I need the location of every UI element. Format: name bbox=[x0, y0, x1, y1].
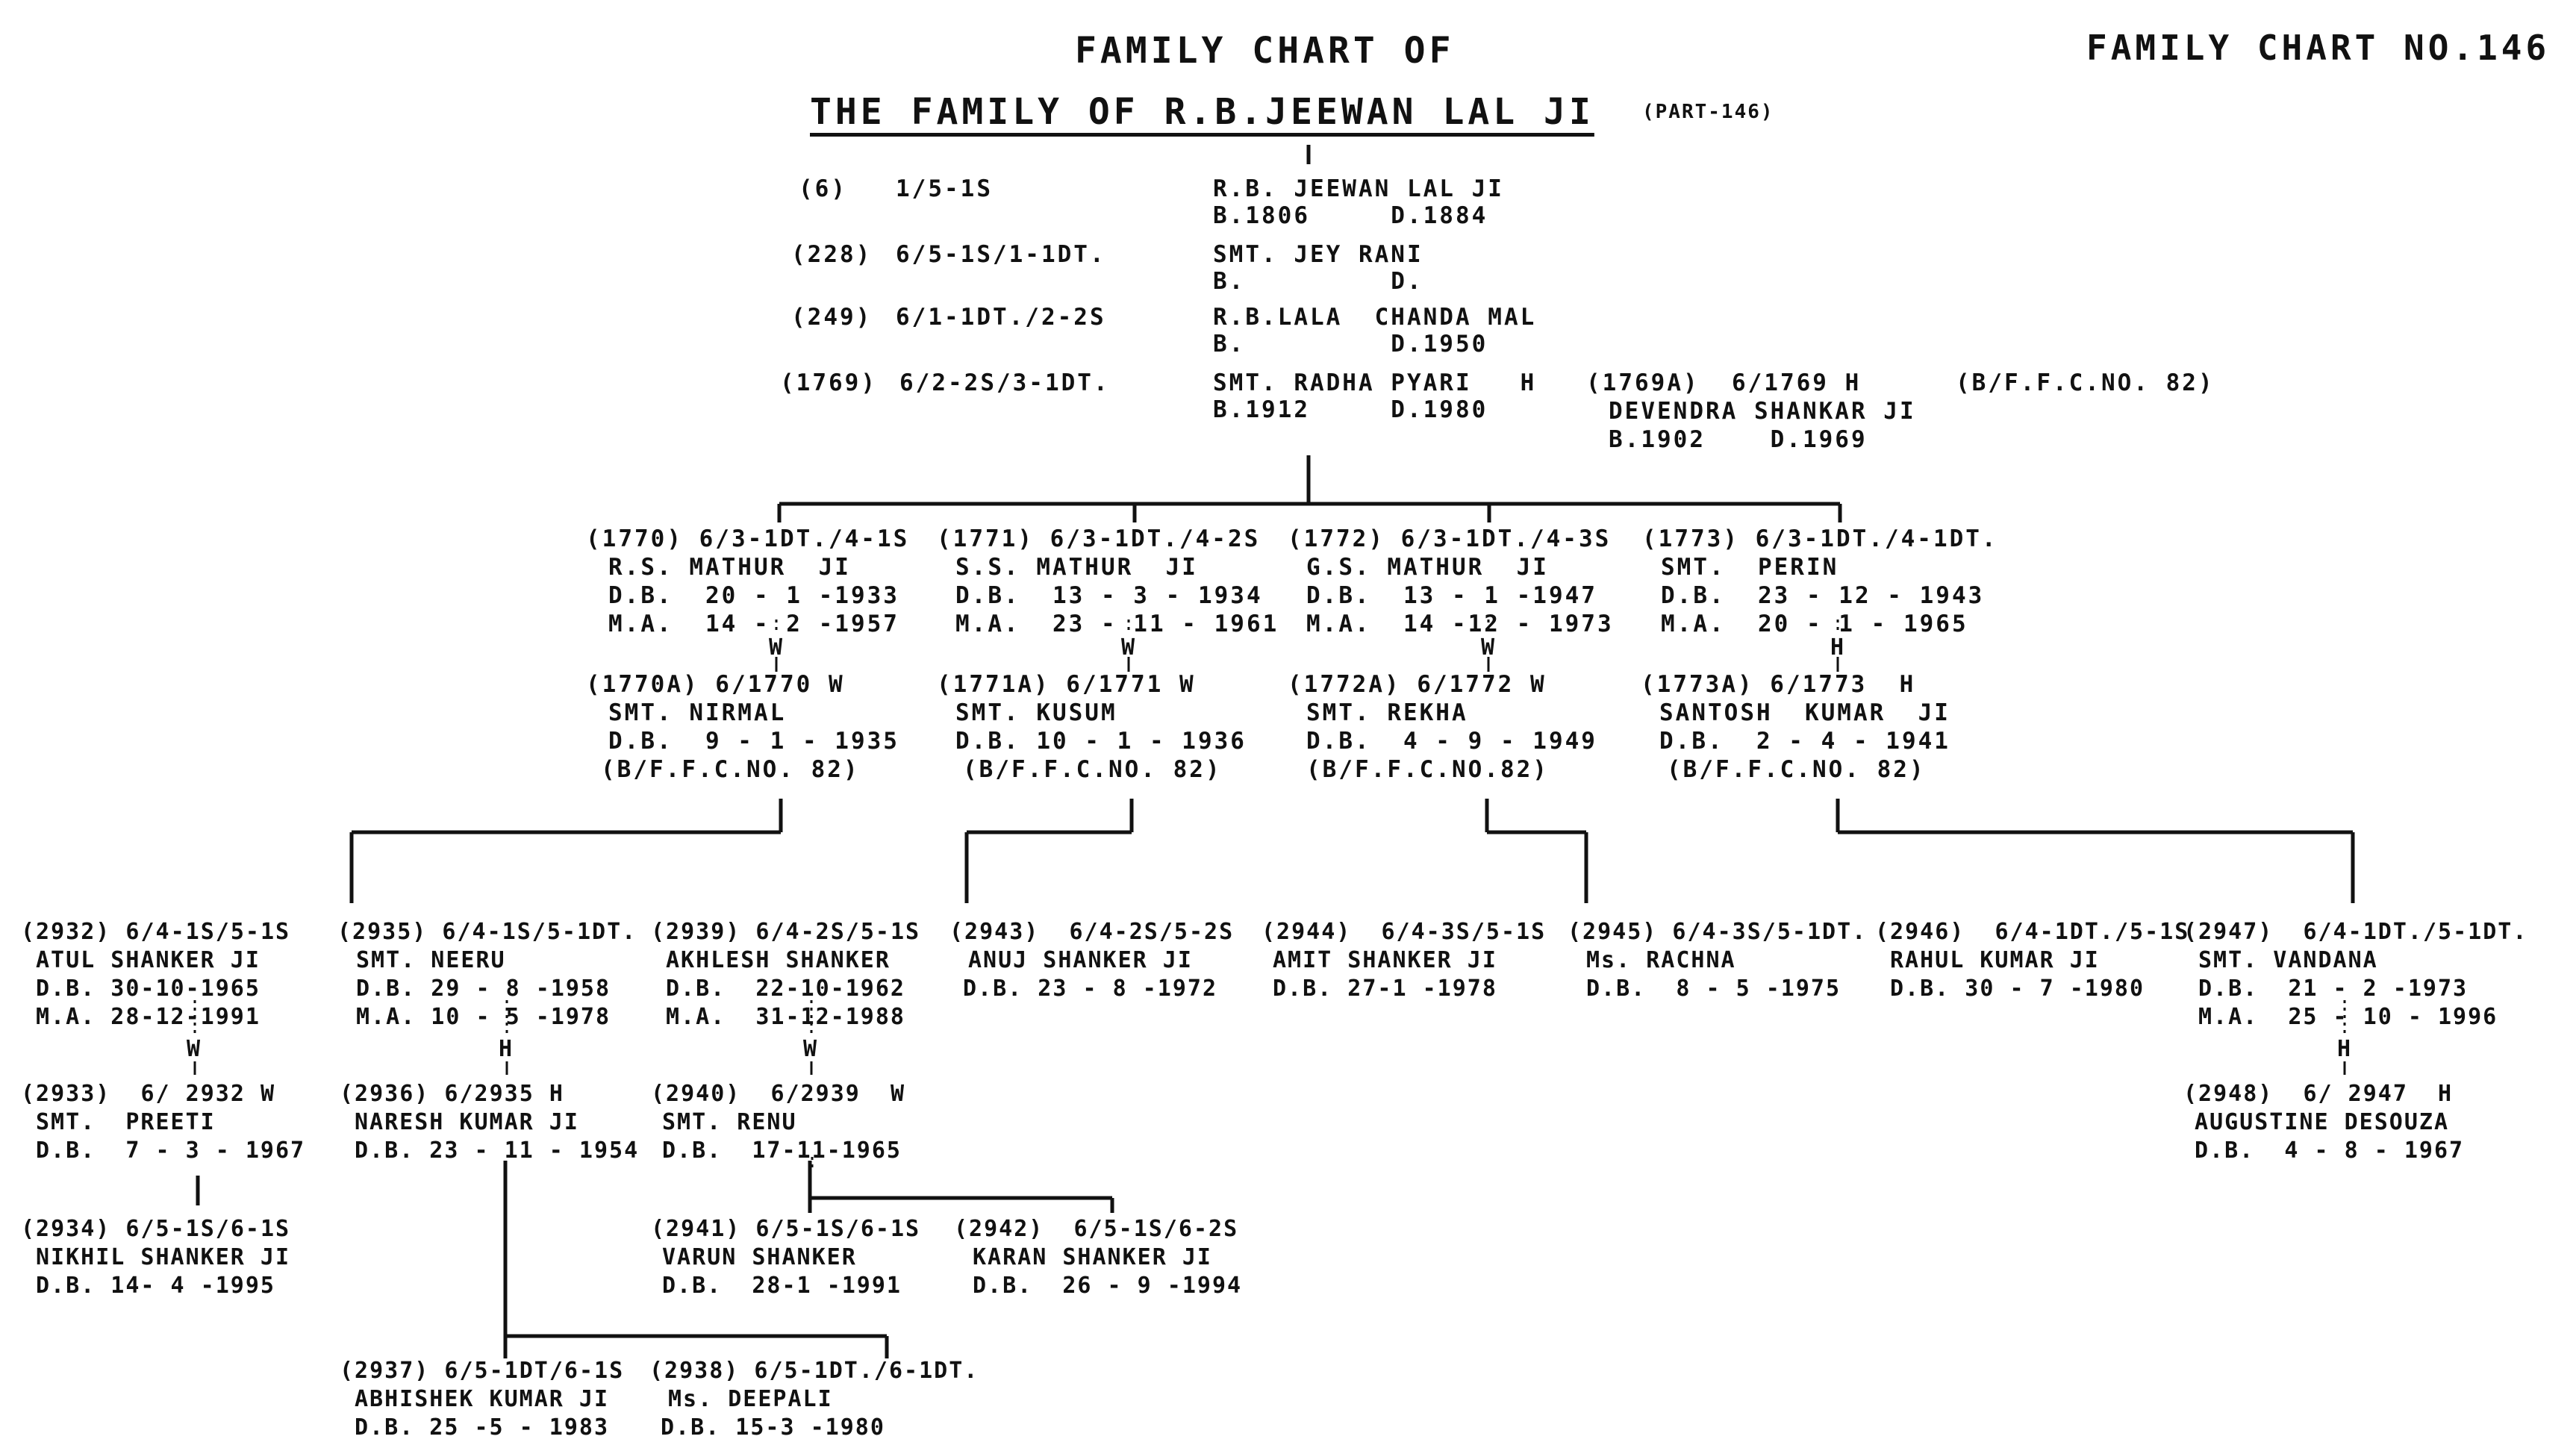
birth-date: D.B. 30-10-1965 bbox=[36, 976, 261, 1002]
part-label: (PART-146) bbox=[1642, 101, 1774, 123]
birth-date: D.B. 4 - 8 - 1967 bbox=[2195, 1138, 2465, 1164]
chart-title: FAMILY CHART OF bbox=[1075, 30, 1455, 72]
person-name: SANTOSH KUMAR JI bbox=[1659, 699, 1950, 726]
relation-mark: H bbox=[2337, 1036, 2351, 1062]
person-2942 bbox=[954, 1215, 1242, 1300]
birth-date: D.B. 7 - 3 - 1967 bbox=[36, 1138, 306, 1164]
person-name: SMT. NEERU bbox=[356, 947, 506, 973]
birth-date: D.B. 9 - 1 - 1935 bbox=[608, 728, 899, 755]
person-2936 bbox=[340, 1080, 639, 1165]
person-2932 bbox=[21, 918, 290, 1032]
person-id: (1770A) 6/1770 W bbox=[586, 671, 845, 698]
person-name: SMT. PREETI bbox=[36, 1109, 216, 1135]
spouse-1770a bbox=[586, 670, 899, 784]
birth-date: D.B. 17-11-1965 bbox=[662, 1138, 902, 1164]
ancestor-code: 6/2-2S/3-1DT. bbox=[899, 369, 1110, 396]
birth-date: D.B. 25 -5 - 1983 bbox=[355, 1414, 610, 1441]
person-2935 bbox=[337, 918, 637, 1032]
birth-date: D.B. 28-1 -1991 bbox=[662, 1273, 902, 1299]
person-id: (2948) 6/ 2947 H bbox=[2183, 1081, 2454, 1107]
ancestor-name: R.B.LALA CHANDA MAL bbox=[1213, 304, 1537, 331]
person-name: ATUL SHANKER JI bbox=[36, 947, 261, 973]
person-2947 bbox=[2183, 918, 2527, 1032]
spouse-1772a bbox=[1288, 670, 1597, 784]
person-id: (2934) 6/5-1S/6-1S bbox=[21, 1216, 291, 1242]
marriage-date: M.A. 14 -12 - 1973 bbox=[1306, 611, 1614, 637]
ancestor-code: 6/1-1DT./2-2S bbox=[896, 304, 1106, 331]
person-id: (2935) 6/4-1S/5-1DT. bbox=[337, 919, 637, 945]
person-name: AUGUSTINE DESOUZA bbox=[2195, 1109, 2450, 1135]
ancestor-id: (1769) bbox=[780, 369, 877, 396]
person-name: VARUN SHANKER bbox=[662, 1244, 857, 1270]
relation-mark: W bbox=[1121, 634, 1135, 661]
reference: (B/F.F.C.NO. 82) bbox=[963, 756, 1222, 783]
person-2943 bbox=[949, 918, 1234, 1003]
person-id: (1773) 6/3-1DT./4-1DT. bbox=[1642, 525, 1998, 552]
birth-date: D.B. 13 - 1 -1947 bbox=[1306, 582, 1597, 609]
person-2945 bbox=[1568, 918, 1867, 1003]
person-1773 bbox=[1642, 525, 1998, 638]
person-2940 bbox=[651, 1080, 905, 1165]
birth-date: D.B. 2 - 4 - 1941 bbox=[1659, 728, 1950, 755]
person-id: (2937) 6/5-1DT/6-1S bbox=[340, 1358, 625, 1384]
person-1772 bbox=[1288, 525, 1614, 638]
spouse-name: DEVENDRA SHANKAR JI bbox=[1609, 398, 1916, 425]
ref-note: (B/F.F.C.NO. 82) bbox=[1956, 369, 2215, 396]
person-id: (1771A) 6/1771 W bbox=[937, 671, 1196, 698]
marriage-date: M.A. 10 - 5 -1978 bbox=[356, 1004, 611, 1030]
person-name: SMT. KUSUM bbox=[955, 699, 1117, 726]
person-2948 bbox=[2183, 1080, 2464, 1165]
person-id: (1770) 6/3-1DT./4-1S bbox=[586, 525, 910, 552]
person-name: NIKHIL SHANKER JI bbox=[36, 1244, 291, 1270]
person-name: SMT. PERIN bbox=[1661, 554, 1839, 581]
person-2944 bbox=[1262, 918, 1546, 1003]
person-id: (2939) 6/4-2S/5-1S bbox=[651, 919, 921, 945]
person-2933 bbox=[21, 1080, 305, 1165]
birth-date: D.B. 10 - 1 - 1936 bbox=[955, 728, 1247, 755]
relation-mark: W bbox=[803, 1036, 817, 1062]
ancestor-dates: B. D. bbox=[1213, 268, 1423, 295]
ancestor-name: R.B. JEEWAN LAL JI bbox=[1213, 175, 1504, 202]
person-id: (2936) 6/2935 H bbox=[340, 1081, 564, 1107]
relation-mark: H bbox=[499, 1036, 513, 1062]
chart-subtitle: THE FAMILY OF R.B.JEEWAN LAL JI bbox=[810, 91, 1594, 133]
birth-date: D.B. 26 - 9 -1994 bbox=[973, 1273, 1243, 1299]
spouse-1773a bbox=[1641, 670, 1950, 784]
person-name: S.S. MATHUR JI bbox=[955, 554, 1198, 581]
reference: (B/F.F.C.NO. 82) bbox=[601, 756, 860, 783]
marriage-date: M.A. 25 - 10 - 1996 bbox=[2198, 1004, 2498, 1030]
ancestor-dates: B.1806 D.1884 bbox=[1213, 202, 1488, 229]
person-2939 bbox=[651, 918, 920, 1032]
person-id: (2943) 6/4-2S/5-2S bbox=[949, 919, 1235, 945]
marriage-date: M.A. 31-12-1988 bbox=[666, 1004, 905, 1030]
person-name: AKHLESH SHANKER bbox=[666, 947, 891, 973]
spouse-id: (1769A) 6/1769 H bbox=[1586, 369, 1862, 396]
relation-mark: H bbox=[1830, 634, 1844, 661]
birth-date: D.B. 23 - 12 - 1943 bbox=[1661, 582, 1985, 609]
person-id: (2941) 6/5-1S/6-1S bbox=[651, 1216, 921, 1242]
person-name: NARESH KUMAR JI bbox=[355, 1109, 579, 1135]
birth-date: D.B. 30 - 7 -1980 bbox=[1890, 976, 2145, 1002]
birth-date: D.B. 29 - 8 -1958 bbox=[356, 976, 611, 1002]
marriage-date: M.A. 23 - 11 - 1961 bbox=[955, 611, 1279, 637]
birth-date: D.B. 21 - 2 -1973 bbox=[2198, 976, 2469, 1002]
person-id: (2938) 6/5-1DT./6-1DT. bbox=[649, 1358, 979, 1384]
person-id: (2940) 6/2939 W bbox=[651, 1081, 906, 1107]
person-2934 bbox=[21, 1215, 290, 1300]
relation-mark: W bbox=[187, 1036, 201, 1062]
birth-date: D.B. 4 - 9 - 1949 bbox=[1306, 728, 1597, 755]
relation-mark: W bbox=[769, 634, 783, 661]
person-2946 bbox=[1875, 918, 2189, 1003]
person-name: G.S. MATHUR JI bbox=[1306, 554, 1549, 581]
person-id: (2947) 6/4-1DT./5-1DT. bbox=[2183, 919, 2528, 945]
birth-date: D.B. 23 - 8 -1972 bbox=[963, 976, 1218, 1002]
person-name: SMT. REKHA bbox=[1306, 699, 1468, 726]
ancestor-id: (228) bbox=[791, 241, 873, 268]
person-id: (2932) 6/4-1S/5-1S bbox=[21, 919, 291, 945]
person-2941 bbox=[651, 1215, 920, 1300]
person-name: SMT. NIRMAL bbox=[608, 699, 787, 726]
ancestor-id: (249) bbox=[791, 304, 873, 331]
ancestor-name: SMT. RADHA PYARI H bbox=[1213, 369, 1537, 396]
person-id: (1771) 6/3-1DT./4-2S bbox=[937, 525, 1261, 552]
person-name: Ms. RACHNA bbox=[1586, 947, 1736, 973]
reference: (B/F.F.C.NO. 82) bbox=[1667, 756, 1926, 783]
birth-date: D.B. 14- 4 -1995 bbox=[36, 1273, 275, 1299]
marriage-date: M.A. 20 - 1 - 1965 bbox=[1661, 611, 1968, 637]
birth-date: D.B. 27-1 -1978 bbox=[1273, 976, 1497, 1002]
ancestor-dates: B.1912 D.1980 bbox=[1213, 396, 1488, 423]
spouse-dates: B.1902 D.1969 bbox=[1609, 426, 1868, 453]
person-id: (2933) 6/ 2932 W bbox=[21, 1081, 276, 1107]
birth-date: D.B. 22-10-1962 bbox=[666, 976, 905, 1002]
person-name: SMT. VANDANA bbox=[2198, 947, 2378, 973]
reference: (B/F.F.C.NO.82) bbox=[1306, 756, 1549, 783]
marriage-date: M.A. 14 - 2 -1957 bbox=[608, 611, 899, 637]
person-id: (2946) 6/4-1DT./5-1S bbox=[1875, 919, 2190, 945]
ancestor-id: (6) bbox=[799, 175, 847, 202]
person-name: KARAN SHANKER JI bbox=[973, 1244, 1212, 1270]
person-1771 bbox=[937, 525, 1279, 638]
spouse-1771a bbox=[937, 670, 1247, 784]
person-id: (1772) 6/3-1DT./4-3S bbox=[1288, 525, 1612, 552]
marriage-date: M.A. 28-12-1991 bbox=[36, 1004, 261, 1030]
ancestor-code: 1/5-1S bbox=[896, 175, 993, 202]
person-name: R.S. MATHUR JI bbox=[608, 554, 851, 581]
person-id: (1772A) 6/1772 W bbox=[1288, 671, 1547, 698]
person-id: (2944) 6/4-3S/5-1S bbox=[1262, 919, 1547, 945]
person-id: (2945) 6/4-3S/5-1DT. bbox=[1568, 919, 1868, 945]
person-name: ANUJ SHANKER JI bbox=[968, 947, 1193, 973]
birth-date: D.B. 23 - 11 - 1954 bbox=[355, 1138, 640, 1164]
person-name: Ms. DEEPALI bbox=[668, 1386, 833, 1412]
person-name: RAHUL KUMAR JI bbox=[1890, 947, 2100, 973]
ancestor-code: 6/5-1S/1-1DT. bbox=[896, 241, 1106, 268]
person-id: (2942) 6/5-1S/6-2S bbox=[954, 1216, 1239, 1242]
ancestor-dates: B. D.1950 bbox=[1213, 331, 1488, 358]
birth-date: D.B. 13 - 3 - 1934 bbox=[955, 582, 1263, 609]
person-id: (1773A) 6/1773 H bbox=[1641, 671, 1916, 698]
birth-date: D.B. 8 - 5 -1975 bbox=[1586, 976, 1841, 1002]
person-name: AMIT SHANKER JI bbox=[1273, 947, 1497, 973]
person-name: SMT. RENU bbox=[662, 1109, 797, 1135]
chart-number: FAMILY CHART NO.146 bbox=[2086, 28, 2551, 68]
person-name: ABHISHEK KUMAR JI bbox=[355, 1386, 610, 1412]
birth-date: D.B. 15-3 -1980 bbox=[661, 1414, 885, 1441]
birth-date: D.B. 20 - 1 -1933 bbox=[608, 582, 899, 609]
person-2938 bbox=[649, 1357, 979, 1442]
ancestor-name: SMT. JEY RANI bbox=[1213, 241, 1423, 268]
person-2937 bbox=[340, 1357, 624, 1442]
relation-mark: W bbox=[1481, 634, 1495, 661]
spouse-1769a bbox=[1586, 369, 1916, 454]
person-1770 bbox=[586, 525, 909, 638]
